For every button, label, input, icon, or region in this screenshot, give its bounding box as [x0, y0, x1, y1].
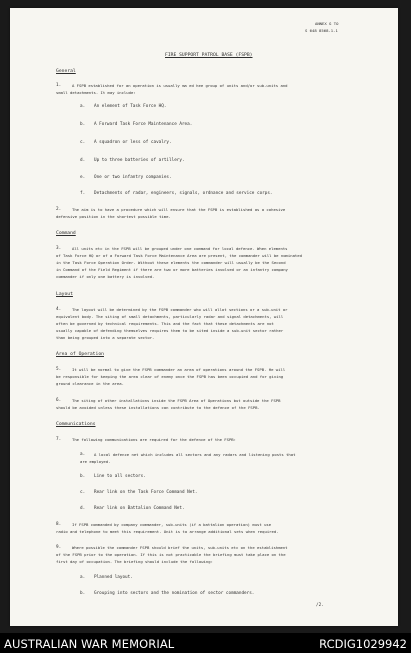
para-number: 1.	[56, 83, 62, 88]
item-letter: f.	[80, 191, 86, 196]
para-line: The layout will be determined by the FSPB commander who will allot sections or a sub-unit or	[72, 307, 288, 312]
para-line: The following communications are required for the defence of the FSPB:	[72, 437, 236, 442]
para-number: 7.	[56, 437, 62, 442]
para-line: It will be normal to give the FSPB commander an area of operations around the FSPB. He will	[72, 367, 286, 372]
item-letter: b.	[80, 591, 86, 596]
archive-name: AUSTRALIAN WAR MEMORIAL	[4, 637, 175, 651]
para-line: of the FSPB prior to the operation. If this is not practicable the briefing must take place on the	[56, 552, 286, 557]
para-number: 6.	[56, 398, 62, 403]
section-heading-command: Command	[56, 231, 76, 236]
item-text: One or two infantry companies.	[94, 175, 172, 180]
continuation-mark: /2.	[316, 603, 324, 608]
item-text: A Forward Task Force Maintenance Area.	[94, 122, 193, 127]
para-line: Where possible the commander FSPB should brief the units, sub-units etc on the establishment	[72, 545, 288, 550]
item-text: An element of Task Force HQ.	[94, 104, 167, 109]
item-letter: d.	[80, 158, 86, 163]
item-letter: b.	[80, 474, 86, 479]
para-number: 5.	[56, 367, 62, 372]
para-number: 9.	[56, 545, 62, 550]
item-text: Grouping into sectors and the nomination of sector commanders.	[94, 591, 255, 596]
para-line: than being grouped into a separate sector.	[56, 335, 155, 340]
page-title: FIRE SUPPORT PATROL BASE (FSPB)	[165, 53, 253, 58]
para-line: The aim is to have a procedure which will ensure that the FSPB is established as a cohesive	[72, 207, 286, 212]
para-line: commander if only one battery is involved.	[56, 274, 155, 279]
item-letter: c.	[80, 140, 86, 145]
item-text: A squadron or less of cavalry.	[94, 140, 172, 145]
para-line: in the Task Force Operation Order. Without these elements the commander will usually be the Second	[56, 260, 286, 265]
item-text: are employed.	[80, 459, 111, 464]
item-text: Rear link on Battalion Command Net.	[94, 506, 185, 511]
para-line: often be governed by technical requirements. This and the fact that these detachments are not	[56, 321, 274, 326]
record-id: RCDIG1029942	[319, 637, 407, 651]
item-letter: a.	[80, 104, 86, 109]
item-text: Line to all sectors.	[94, 474, 146, 479]
section-heading-area-of-operation: Area of Operation	[56, 352, 104, 357]
item-text: Rear link on the Task Force Command Net.	[94, 490, 198, 495]
para-number: 8.	[56, 522, 62, 527]
para-line: be responsible for keeping the area clear of enemy once the FSPB has been occupied and for giving	[56, 374, 284, 379]
item-text: A local defence net which includes all sectors and any radars and listening posts that	[94, 452, 296, 457]
item-text: Planned layout.	[94, 575, 133, 580]
para-line: The siting of other installations inside the FSPB Area of Operations but outside the FSPB	[72, 398, 281, 403]
item-letter: a.	[80, 452, 86, 457]
para-line: defensive position in the shortest possible time.	[56, 214, 171, 219]
para-line: If FSPB commanded by company commander, sub-units (if a battalion operation) must use	[72, 522, 272, 527]
para-line: All units etc in the FSPB will be grouped under one command for local defence. When elements	[72, 246, 288, 251]
para-line: of Task Force HQ or of a Forward Task Force Maintenance Area are present, the commander will be nominated	[56, 253, 302, 258]
document-page	[10, 8, 398, 626]
section-heading-layout: Layout	[56, 292, 73, 297]
para-line: A FSPB established for an operation is usually ma ed hee group of units and/or sub-units and	[72, 83, 288, 88]
section-heading-general: General	[56, 69, 76, 74]
para-line: should be avoided unless these installations can contribute to the defence of the FSPB.	[56, 405, 260, 410]
para-number: 4.	[56, 307, 62, 312]
item-text: Up to three batteries of artillery.	[94, 158, 185, 163]
para-line: first day of occupation. The briefing should include the following:	[56, 559, 213, 564]
para-number: 3.	[56, 246, 62, 251]
para-number: 2.	[56, 207, 62, 212]
para-line: radio and telephone to meet this requirement. Unit is to arrange additional sets when required.	[56, 529, 279, 534]
item-letter: a.	[80, 575, 86, 580]
item-letter: b.	[80, 122, 86, 127]
item-letter: e.	[80, 175, 86, 180]
archive-footer	[0, 633, 411, 653]
annex-reference: ANNEX G TO	[315, 21, 339, 26]
section-heading-communications: Communications	[56, 422, 96, 427]
para-line: in Command of the Field Regiment if there are two or more batteries involved or an infantry company	[56, 267, 288, 272]
para-line: ground clearance in the area.	[56, 381, 124, 386]
para-line: equivalent body. The siting of small detachments, particularly radar and signal detachments, will	[56, 314, 284, 319]
item-letter: d.	[80, 506, 86, 511]
para-line: usually capable of defending themselves requires them to be sited inside a sub-unit sector rather	[56, 328, 284, 333]
item-text: Detachments of radar, engineers, signals, ordnance and service corps.	[94, 191, 273, 196]
file-reference: S 648 8568-1-1	[305, 28, 338, 33]
para-line: small detachments. It may include:	[56, 90, 136, 95]
item-letter: c.	[80, 490, 86, 495]
